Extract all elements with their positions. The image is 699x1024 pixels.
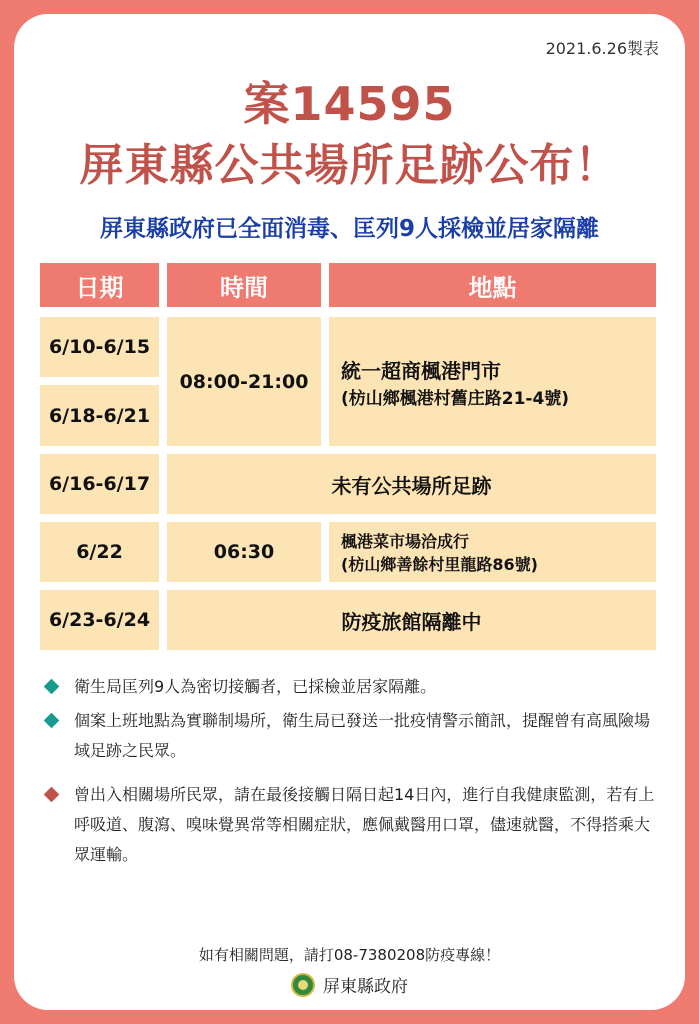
- row2-date: 6/18-6/21: [40, 385, 159, 446]
- note-text: 衛生局匡列9人為密切接觸者，已採檢並居家隔離。: [74, 677, 437, 696]
- row3-date: 6/16-6/17: [40, 454, 159, 514]
- row12-time: 08:00-21:00: [167, 317, 321, 446]
- county-logo-icon: [291, 973, 315, 997]
- row4-date: 6/22: [40, 522, 159, 582]
- row1-date: 6/10-6/15: [40, 317, 159, 377]
- subtitle: 屏東縣政府已全面消毒、匡列9人採檢並居家隔離: [99, 216, 599, 242]
- header-place: 地點: [329, 263, 656, 307]
- hotline-footer: 如有相關問題，請打08-7380208防疫專線！: [198, 946, 501, 964]
- row12-place-address: (枋山鄉楓港村舊庄路21-4號): [341, 388, 570, 409]
- note-item: [40, 672, 660, 702]
- note-item: [40, 780, 660, 870]
- note-item: [40, 706, 660, 766]
- row4-time: 06:30: [167, 522, 321, 582]
- header-date: 日期: [40, 263, 159, 307]
- diamond-bullet-icon: [44, 787, 60, 803]
- note-text: 個案上班地點為實聯制場所，衛生局已發送一批疫情警示簡訊，提醒曾有高風險場域足跡之民眾。: [74, 711, 651, 760]
- header-time: 時間: [167, 263, 321, 307]
- row3-note: 未有公共場所足跡: [167, 454, 656, 514]
- diamond-bullet-icon: [44, 713, 60, 729]
- organization-name: 屏東縣政府: [323, 977, 408, 997]
- row4-place-address: (枋山鄉善餘村里龍路86號): [341, 555, 538, 574]
- row5-note: 防疫旅館隔離中: [167, 590, 656, 650]
- row12-place: [329, 317, 656, 446]
- organization: [14, 972, 685, 997]
- case-title: 案14595: [243, 77, 456, 131]
- row4-place-name: 楓港菜市場洽成行: [341, 532, 470, 551]
- poster-card: [14, 14, 685, 1010]
- date-made: 2021.6.26製表: [545, 39, 659, 58]
- row5-date: 6/23-6/24: [40, 590, 159, 650]
- main-title: 屏東縣公共場所足跡公布！: [79, 140, 620, 191]
- row12-place-name: 統一超商楓港門市: [341, 358, 501, 383]
- row4-place: [329, 522, 656, 582]
- diamond-bullet-icon: [44, 679, 60, 695]
- note-text: 曾出入相關場所民眾，請在最後接觸日隔日起14日內，進行自我健康監測，若有上呼吸道、腹瀉、嗅味覺異常等相關症狀，應佩戴醫用口罩，儘速就醫，不得搭乘大眾運輸。: [74, 785, 655, 864]
- notes-list: [40, 672, 660, 874]
